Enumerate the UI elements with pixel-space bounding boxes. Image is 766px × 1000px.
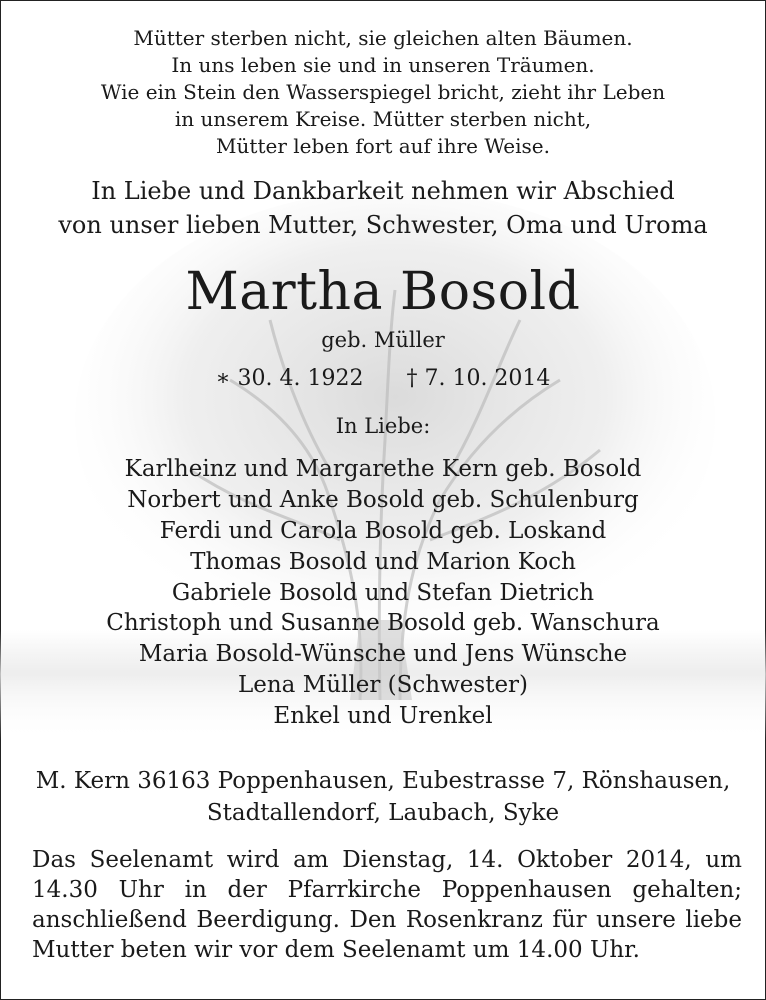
address-line: Stadtallendorf, Laubach, Syke [206,800,560,826]
birth-date: ∗ 30. 4. 1922 [215,366,364,391]
family-member: Maria Bosold-Wünsche und Jens Wünsche [138,641,628,667]
poem-line: Mütter sterben nicht, sie gleichen alten Bäumen. [133,26,633,50]
family-member: Thomas Bosold und Marion Koch [190,549,576,575]
farewell-line: von unser lieben Mutter, Schwester, Oma und Uroma [58,211,708,239]
farewell-line: In Liebe und Dankbarkeit nehmen wir Abschied [91,177,675,205]
poem-line: In uns leben sie und in unseren Träumen. [171,53,595,77]
in-love-label: In Liebe: [335,414,431,438]
poem-line: Wie ein Stein den Wasserspiegel bricht, zieht ihr Leben [100,80,666,104]
address-line: M. Kern 36163 Poppenhausen, Eubestrasse 7, Rönshausen, [35,768,731,794]
life-dates [0,364,766,394]
family-member: Gabriele Bosold und Stefan Dietrich [171,580,595,606]
poem-line: in unserem Kreise. Mütter sterben nicht, [174,107,592,131]
poem-line: Mütter leben fort auf ihre Weise. [216,134,550,158]
death-date: † 7. 10. 2014 [406,366,551,391]
maiden-name: geb. Müller [321,328,445,352]
family-member: Christoph und Susanne Bosold geb. Wanschura [106,610,660,636]
family-member: Ferdi und Carola Bosold geb. Loskand [159,518,607,544]
service-details: Das Seelenamt wird am Dienstag, 14. Oktober 2014, um 14.30 Uhr in der Pfarrkirche Poppenhausen gehalten; anschließend Beerdigung. Den Rosenkranz für unsere liebe Mutter beten wir vor dem Seelenamt um 14.00 Uhr. [32,847,742,963]
family-member: Karlheinz und Margarethe Kern geb. Bosold [124,456,642,482]
family-member: Norbert und Anke Bosold geb. Schulenburg [127,487,639,513]
family-member: Lena Müller (Schwester) [237,672,529,698]
family-member: Enkel und Urenkel [273,703,493,729]
deceased-name: Martha Bosold [185,262,581,322]
